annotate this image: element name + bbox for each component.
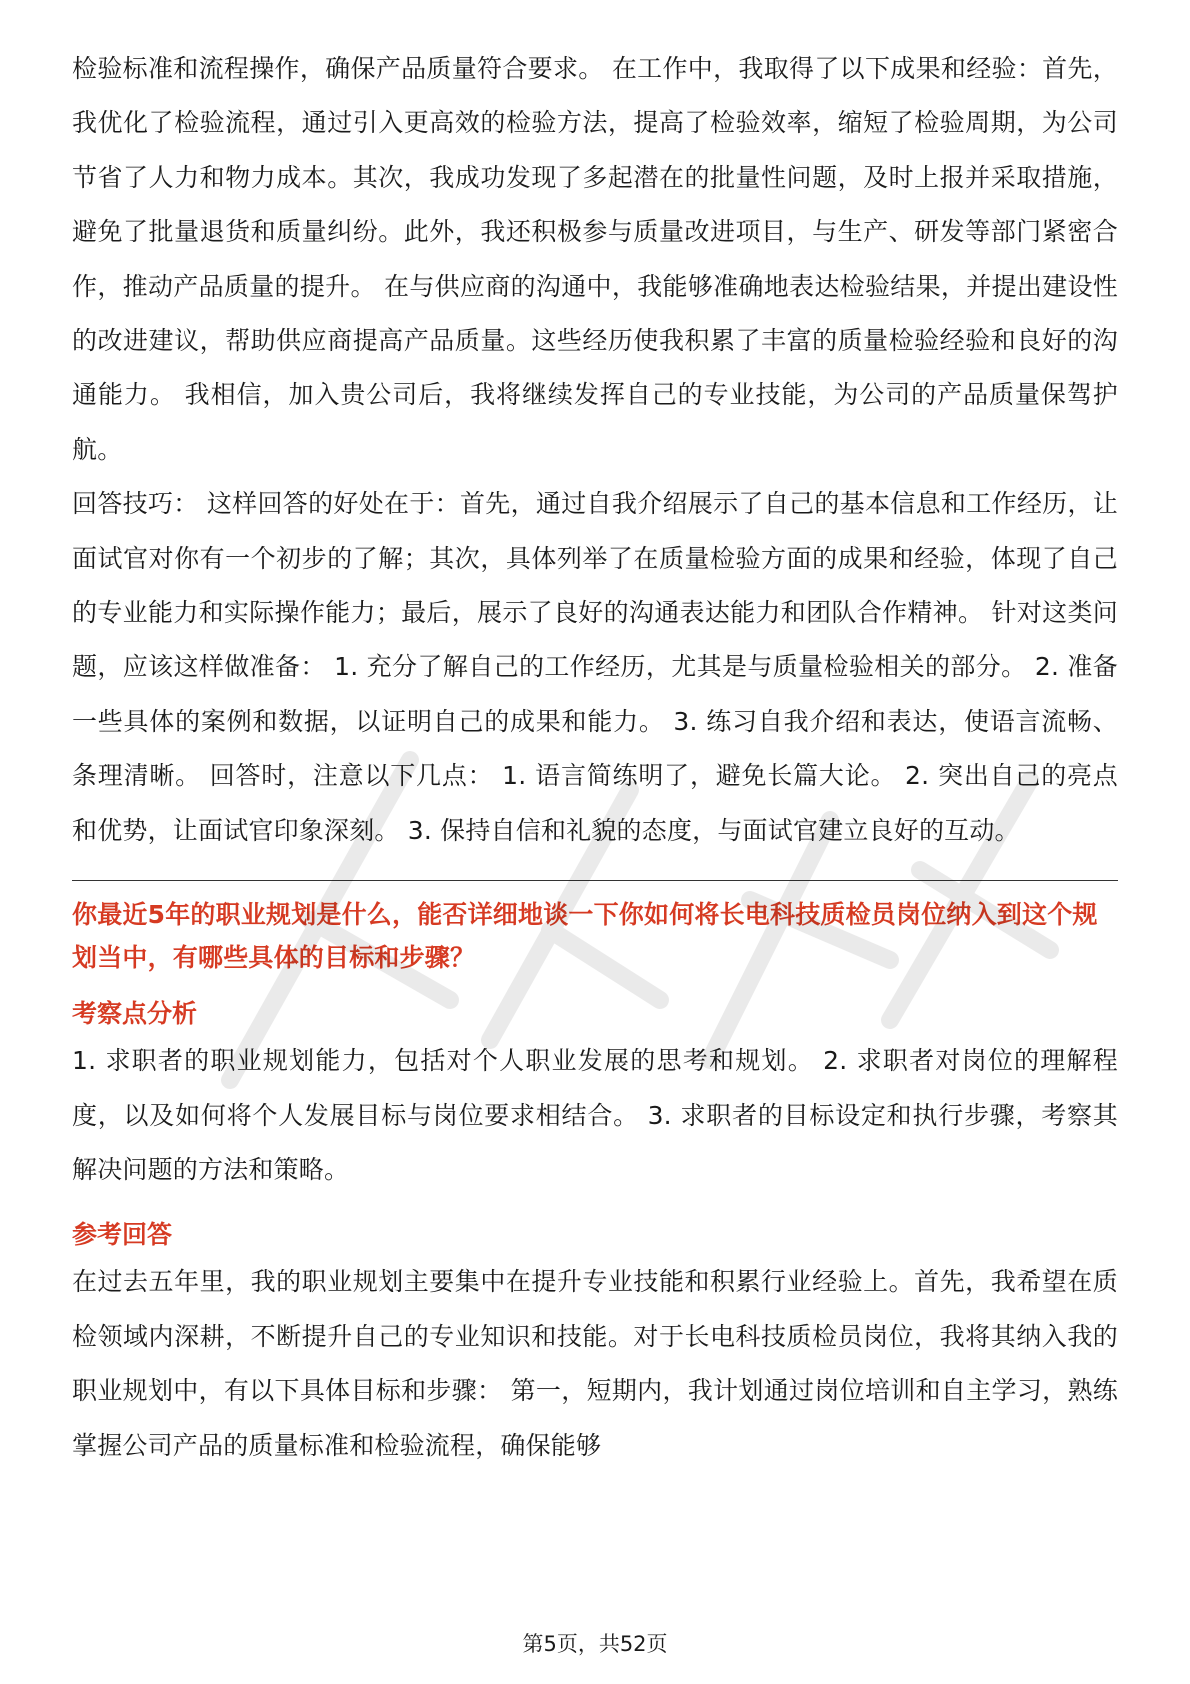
reference-answer-heading: 参考回答 [72,1220,173,1250]
analysis-heading: 考察点分析 [72,999,198,1029]
section-divider [72,880,1118,881]
interview-question: 你最近5年的职业规划是什么，能否详细地谈一下你如何将长电科技质检员岗位纳入到这个规划当中，有哪些具体的目标和步骤？ [72,900,1098,973]
answer-tips-paragraph: 回答技巧： 这样回答的好处在于：首先，通过自我介绍展示了自己的基本信息和工作经历，让面试官对你有一个初步的了解；其次，具体列举了在质量检验方面的成果和经验，体现了自己的专业能力和实际操作能力；最后，展示了良好的沟通表达能力和团队合作精神。 针对这类问题，应该这样做准备： 1. 充分了解自己的工作经历，尤其是与质量检验相关的部分。 2. 准备一些具体的案例和数据，以证明自己的成果和能力。 3. 练习自我介绍和表达，使语言流畅、条理清晰。 回答时，注意以下几点： 1. 语言简练明了，避免长篇大论。 2. 突出自己的亮点和优势，让面试官印象深刻。 3. 保持自信和礼貌的态度，与面试官建立良好的互动。 [72,489,1118,845]
answer-paragraph-continued: 检验标准和流程操作，确保产品质量符合要求。 在工作中，我取得了以下成果和经验：首先，我优化了检验流程，通过引入更高效的检验方法，提高了检验效率，缩短了检验周期，为公司节省了人力和物力成本。其次，我成功发现了多起潜在的批量性问题，及时上报并采取措施，避免了批量退货和质量纠纷。此外，我还积极参与质量改进项目，与生产、研发等部门紧密合作，推动产品质量的提升。 在与供应商的沟通中，我能够准确地表达检验结果，并提出建设性的改进建议，帮助供应商提高产品质量。这些经历使我积累了丰富的质量检验经验和良好的沟通能力。 我相信，加入贵公司后，我将继续发挥自己的专业技能，为公司的产品质量保驾护航。 [72,54,1118,464]
page-number-footer: 第5页，共52页 [522,1632,668,1656]
analysis-text: 1. 求职者的职业规划能力，包括对个人职业发展的思考和规划。 2. 求职者对岗位的理解程度，以及如何将个人发展目标与岗位要求相结合。 3. 求职者的目标设定和执行步骤，考察其解决问题的方法和策略。 [72,1046,1118,1184]
reference-answer-text: 在过去五年里，我的职业规划主要集中在提升专业技能和积累行业经验上。首先，我希望在质检领域内深耕，不断提升自己的专业知识和技能。对于长电科技质检员岗位，我将其纳入我的职业规划中，有以下具体目标和步骤： 第一，短期内，我计划通过岗位培训和自主学习，熟练掌握公司产品的质量标准和检验流程，确保能够 [72,1267,1118,1460]
page-content [72,42,1118,1473]
